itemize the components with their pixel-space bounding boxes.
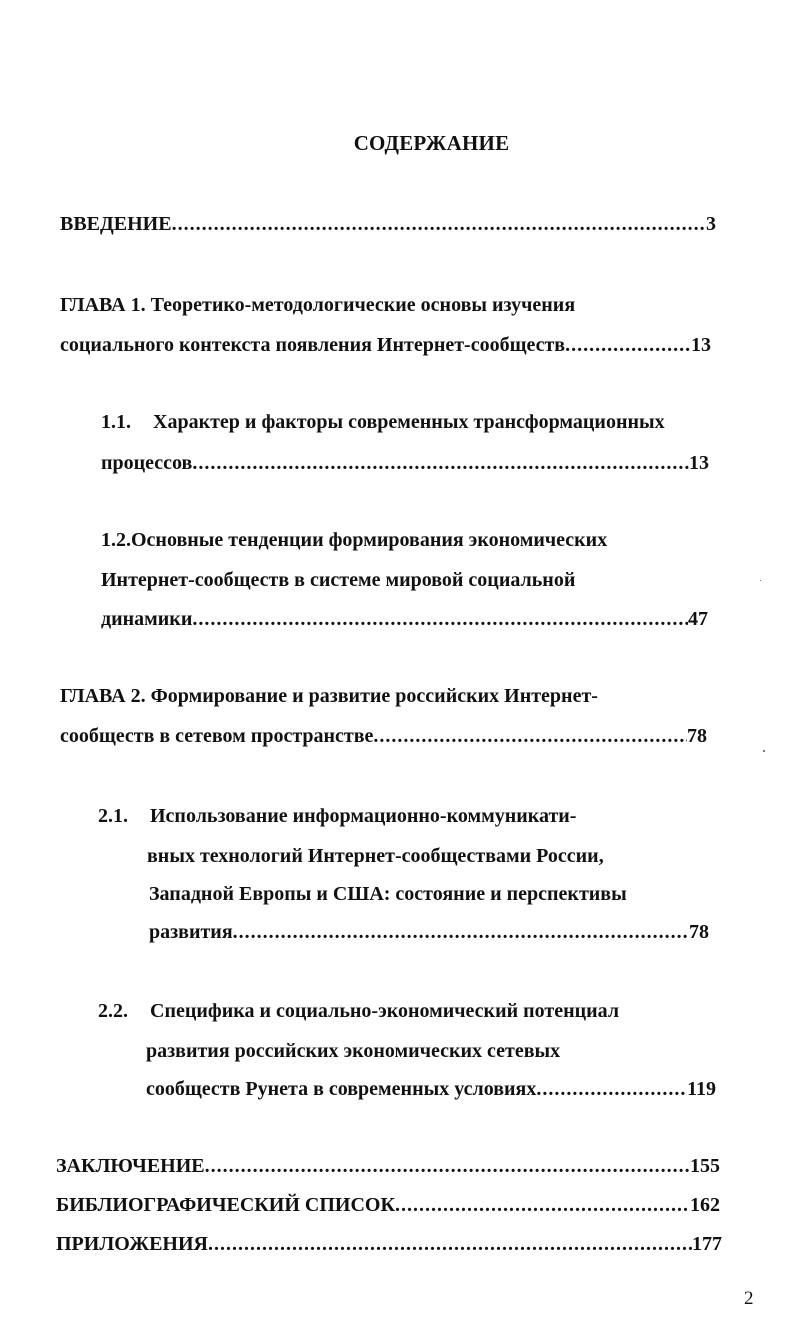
toc-section-1-2-line2[interactable]: Интернет-сообществ в системе мировой социальной: [101, 569, 576, 591]
toc-page-number: 78: [687, 725, 707, 747]
scan-speck: [760, 580, 761, 581]
toc-section-1-1-line1[interactable]: [101, 409, 665, 435]
toc-page-number: 78: [689, 921, 709, 943]
toc-entry-section-1-2[interactable]: [101, 606, 708, 632]
dot-leader: [172, 211, 706, 237]
dot-leader: [205, 1153, 690, 1179]
toc-section-1-2-line1[interactable]: 1.2.Основные тенденции формирования экономических: [101, 529, 608, 551]
toc-entry-chapter1[interactable]: [60, 332, 711, 358]
toc-entry-section-2-1[interactable]: [149, 919, 709, 945]
toc-section-2-1-line3[interactable]: Западной Европы и США: состояние и перспективы: [149, 883, 627, 905]
toc-entry-label: сообществ Рунета в современных условиях: [146, 1078, 537, 1100]
dot-leader: [536, 1076, 687, 1102]
toc-section-2-2-line1[interactable]: [98, 998, 619, 1024]
dot-leader: [192, 606, 688, 632]
page-number: 2: [744, 1288, 754, 1309]
toc-entry-section-2-2[interactable]: [146, 1076, 716, 1102]
toc-entry-label: развития: [149, 921, 233, 943]
toc-entry-label: динамики: [101, 608, 193, 630]
toc-entry-bibliography[interactable]: [56, 1192, 720, 1218]
dot-leader: [565, 332, 691, 358]
toc-section-2-1-line2[interactable]: вных технологий Интернет-сообществами России,: [147, 845, 604, 867]
section-number: 2.2.: [98, 1000, 128, 1022]
toc-entry-label: ВВЕДЕНИЕ: [60, 213, 172, 235]
section-title: Характер и факторы современных трансформационных: [153, 411, 665, 433]
toc-page-number: 13: [691, 334, 711, 356]
toc-section-2-2-line2[interactable]: развития российских экономических сетевых: [146, 1040, 561, 1062]
dot-leader: [192, 450, 689, 476]
toc-entry-label: ЗАКЛЮЧЕНИЕ: [56, 1155, 205, 1177]
toc-entry-label: процессов: [101, 452, 193, 474]
toc-entry-section-1-1[interactable]: [101, 450, 709, 476]
dot-leader: [233, 919, 689, 945]
toc-entry-label: БИБЛИОГРАФИЧЕСКИЙ СПИСОК: [56, 1194, 395, 1216]
toc-page-number: 162: [690, 1194, 720, 1216]
toc-page-number: 177: [692, 1233, 722, 1255]
section-title: Использование информационно-коммуникати-: [150, 805, 577, 827]
toc-page-number: 3: [706, 213, 716, 235]
toc-entry-chapter2[interactable]: [60, 723, 707, 749]
toc-entry-label: сообществ в сетевом пространстве: [60, 725, 374, 747]
toc-section-2-1-line1[interactable]: [98, 803, 576, 829]
toc-entry-appendices[interactable]: [56, 1231, 722, 1257]
toc-page-number: 119: [687, 1078, 716, 1100]
section-number: 2.1.: [98, 805, 128, 827]
toc-page-number: 155: [690, 1155, 720, 1177]
section-title: Специфика и социально-экономический потенциал: [150, 1000, 620, 1022]
toc-chapter1-line1[interactable]: ГЛАВА 1. Теоретико-методологические основы изучения: [60, 294, 576, 316]
page-title: СОДЕРЖАНИЕ: [353, 131, 510, 155]
dot-leader: [373, 723, 687, 749]
toc-page-number: 47: [688, 608, 708, 630]
toc-entry-conclusion[interactable]: [56, 1153, 720, 1179]
scan-speck: [763, 750, 765, 752]
toc-entry-intro[interactable]: [60, 211, 716, 237]
toc-page-number: 13: [689, 452, 709, 474]
dot-leader: [395, 1192, 690, 1218]
toc-entry-label: ПРИЛОЖЕНИЯ: [56, 1233, 208, 1255]
dot-leader: [208, 1231, 692, 1257]
section-number: 1.1.: [101, 411, 131, 433]
toc-entry-label: социального контекста появления Интернет-сообществ: [60, 334, 566, 356]
toc-chapter2-line1[interactable]: ГЛАВА 2. Формирование и развитие российских Интернет-: [60, 685, 598, 707]
